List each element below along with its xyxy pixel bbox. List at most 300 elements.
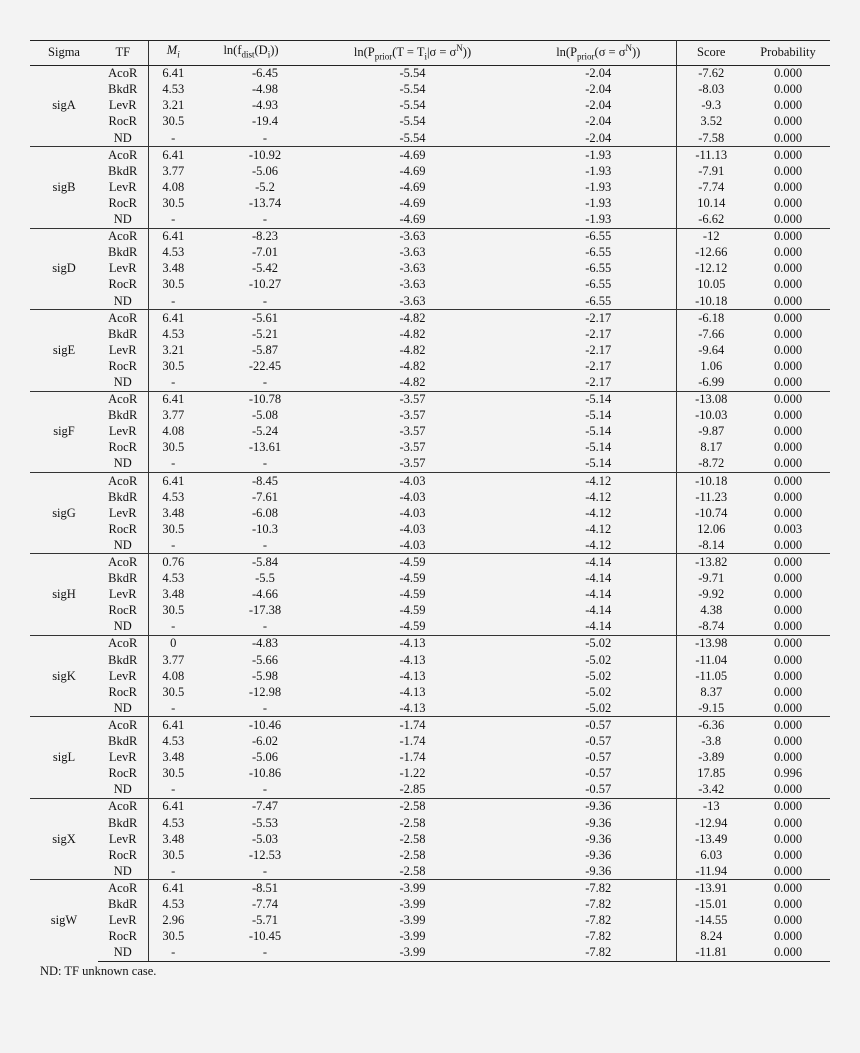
fdist-cell: -7.61	[251, 489, 279, 504]
pprior-sigma-cell: -4.14	[521, 587, 676, 603]
mi-cell: -	[148, 863, 198, 880]
mi-cell: 4.53	[148, 571, 198, 587]
probability-cell: 0.000	[773, 424, 803, 439]
tf-cell: ND	[98, 945, 148, 962]
tf-cell: BkdR	[108, 815, 138, 830]
tf-cell: BkdR	[108, 571, 138, 586]
pprior-sigma-cell: -0.57	[521, 734, 676, 750]
header-pprior-tf: $\ln(P_{prior}(T = T_i|\sigma = \sigma^N))$	[304, 41, 521, 66]
tf-cell: RocR	[108, 358, 137, 373]
table-row	[30, 245, 830, 261]
mi-cell: 3.48	[148, 750, 198, 766]
mi-cell: 4.53	[148, 245, 198, 261]
fdist-cell: -10.45	[248, 929, 282, 944]
tf-cell: LevR	[108, 179, 137, 194]
header-tf: TF	[98, 41, 148, 66]
sigma-cell: sigG	[30, 473, 98, 554]
pprior-sigma-cell: -7.82	[521, 913, 676, 929]
score-cell: -10.18	[676, 473, 746, 490]
pprior-tf-cell: -1.22	[399, 766, 426, 781]
probability-cell: 0.000	[773, 82, 803, 97]
sigma-cell: sigK	[30, 635, 98, 716]
mi-cell: 30.5	[148, 684, 198, 700]
probability-cell: 0.000	[746, 65, 830, 82]
tf-cell: BkdR	[108, 734, 138, 749]
sigma-cell: sigA	[30, 65, 98, 146]
pprior-tf-cell: -4.13	[399, 684, 426, 699]
probability-cell: 0.000	[773, 537, 803, 552]
header-row	[30, 41, 830, 66]
probability-cell: 0.000	[773, 358, 803, 373]
pprior-sigma-cell: -4.14	[521, 571, 676, 587]
pprior-sigma-cell: -4.12	[521, 521, 676, 537]
probability-cell: 0.000	[773, 815, 803, 830]
fdist-cell: -	[262, 782, 268, 797]
fdist-cell: -5.66	[251, 652, 279, 667]
pprior-sigma-cell: -5.02	[521, 635, 676, 652]
fdist-cell: -5.2	[255, 179, 275, 194]
pprior-tf-cell: -4.82	[399, 326, 426, 341]
pprior-sigma-cell: -5.02	[521, 700, 676, 717]
probability-cell: 0.000	[773, 130, 803, 145]
score-cell: -9.87	[698, 424, 725, 439]
tf-cell: RocR	[108, 929, 137, 944]
mi-cell: 30.5	[148, 277, 198, 293]
tf-cell: RocR	[108, 521, 137, 536]
mi-cell: 4.53	[148, 326, 198, 342]
pprior-sigma-cell: -2.04	[521, 98, 676, 114]
fdist-cell: -5.24	[251, 424, 279, 439]
table-row	[30, 717, 830, 734]
score-cell: 6.03	[700, 847, 723, 862]
score-cell: 8.24	[700, 929, 723, 944]
mi-cell: 4.53	[148, 82, 198, 98]
fdist-cell: -5.06	[251, 750, 279, 765]
table-row	[30, 261, 830, 277]
mi-cell: 2.96	[148, 913, 198, 929]
table-row	[30, 945, 830, 962]
fdist-cell: -12.98	[248, 684, 282, 699]
table-row	[30, 750, 830, 766]
mi-cell: 4.53	[148, 734, 198, 750]
tf-cell: LevR	[108, 831, 137, 846]
fdist-cell: -	[262, 212, 268, 227]
probability-cell: 0.000	[773, 734, 803, 749]
score-cell: -13.49	[695, 831, 728, 846]
pprior-tf-cell: -5.54	[399, 130, 426, 145]
score-cell: -9.71	[698, 571, 725, 586]
table-row	[30, 537, 830, 554]
probability-cell: 0.000	[773, 245, 803, 260]
score-cell: -11.81	[676, 945, 746, 962]
tf-cell: RocR	[108, 277, 137, 292]
fdist-cell: -8.51	[198, 880, 304, 897]
mi-cell: -	[148, 700, 198, 717]
mi-cell: 3.21	[148, 342, 198, 358]
score-cell: -13.82	[676, 554, 746, 571]
pprior-tf-cell: -4.13	[399, 668, 426, 683]
fdist-cell: -13.61	[248, 440, 282, 455]
table-row	[30, 65, 830, 82]
probability-cell: 0.000	[773, 847, 803, 862]
fdist-cell: -5.87	[251, 342, 279, 357]
tf-cell: BkdR	[108, 408, 138, 423]
pprior-tf-cell: -3.99	[399, 896, 426, 911]
fdist-cell: -10.78	[198, 391, 304, 408]
pprior-tf-cell: -4.13	[304, 635, 521, 652]
score-cell: -13.91	[676, 880, 746, 897]
pprior-tf-cell: -4.82	[304, 310, 521, 327]
mi-cell: 3.77	[148, 408, 198, 424]
pprior-sigma-cell: -5.02	[521, 652, 676, 668]
pprior-sigma-cell: -2.17	[521, 358, 676, 374]
tf-cell: RocR	[108, 766, 137, 781]
score-cell: -11.05	[695, 668, 728, 683]
mi-cell: 4.53	[148, 489, 198, 505]
probability-cell: 0.000	[746, 717, 830, 734]
mi-cell: -	[148, 456, 198, 473]
fdist-cell: -10.46	[198, 717, 304, 734]
pprior-sigma-cell: -1.93	[521, 147, 676, 164]
table-row	[30, 505, 830, 521]
pprior-sigma-cell: -2.04	[521, 130, 676, 147]
score-cell: -13.98	[676, 635, 746, 652]
pprior-tf-cell: -5.54	[399, 114, 426, 129]
score-cell: -8.14	[698, 537, 725, 552]
score-cell: 17.85	[697, 766, 726, 781]
header-pprior-sigma: $\ln(P_{prior}(\sigma = \sigma^N))$	[521, 41, 676, 66]
pprior-tf-cell: -3.99	[304, 880, 521, 897]
pprior-tf-cell: -3.57	[399, 440, 426, 455]
table-row	[30, 571, 830, 587]
mi-cell: -	[148, 374, 198, 391]
score-cell: -7.62	[676, 65, 746, 82]
tf-cell: LevR	[108, 668, 137, 683]
pprior-sigma-cell: -5.14	[521, 440, 676, 456]
mi-cell: 4.53	[148, 815, 198, 831]
score-cell: -12.12	[695, 261, 728, 276]
pprior-tf-cell: -3.99	[399, 913, 426, 928]
table-row	[30, 652, 830, 668]
table-row	[30, 684, 830, 700]
pprior-tf-cell: -4.82	[399, 342, 426, 357]
pprior-tf-cell: -3.99	[399, 929, 426, 944]
tf-cell: AcoR	[98, 554, 148, 571]
tf-cell: ND	[113, 293, 132, 308]
pprior-sigma-cell: -1.93	[521, 212, 676, 229]
pprior-sigma-cell: -5.14	[521, 424, 676, 440]
probability-cell: 0.000	[773, 212, 803, 227]
score-cell: -12.94	[695, 815, 728, 830]
mi-cell: 3.77	[148, 163, 198, 179]
pprior-sigma-cell: -2.17	[521, 310, 676, 327]
table-row	[30, 521, 830, 537]
tf-cell: AcoR	[98, 798, 148, 815]
probability-cell: 0.000	[773, 603, 803, 618]
mi-cell: -	[148, 537, 198, 554]
pprior-sigma-cell: -6.55	[521, 245, 676, 261]
probability-cell: 0.000	[746, 945, 830, 962]
pprior-tf-cell: -2.58	[399, 831, 426, 846]
probability-cell: 0.000	[746, 635, 830, 652]
fdist-cell: -10.86	[248, 766, 282, 781]
fdist-cell: -	[262, 700, 268, 715]
fdist-cell: -12.53	[248, 847, 282, 862]
fdist-cell: -6.08	[251, 505, 279, 520]
table-body	[30, 65, 830, 961]
probability-cell: 0.000	[773, 195, 803, 210]
table-row	[30, 195, 830, 211]
sigma-cell: sigH	[30, 554, 98, 635]
mi-cell: 0.76	[148, 554, 198, 571]
mi-cell: -	[148, 782, 198, 799]
tf-cell: AcoR	[98, 880, 148, 897]
pprior-sigma-cell: -6.55	[521, 277, 676, 293]
score-cell: -9.92	[698, 587, 725, 602]
mi-cell: 3.48	[148, 261, 198, 277]
score-cell: -9.3	[701, 98, 722, 113]
pprior-sigma-cell: -0.57	[521, 766, 676, 782]
tf-cell: ND	[113, 374, 132, 389]
pprior-sigma-cell: -9.36	[521, 815, 676, 831]
tf-cell: LevR	[108, 261, 137, 276]
pprior-sigma-cell: -1.93	[521, 163, 676, 179]
mi-cell: 3.48	[148, 587, 198, 603]
score-cell: 4.38	[700, 603, 723, 618]
mi-cell: 6.41	[148, 310, 198, 327]
sigma-cell: sigB	[30, 147, 98, 228]
pprior-sigma-cell: -6.55	[521, 293, 676, 310]
probability-cell: 0.000	[773, 489, 803, 504]
score-cell: -12	[676, 228, 746, 245]
pprior-tf-cell: -3.57	[304, 391, 521, 408]
pprior-tf-cell: -4.59	[304, 554, 521, 571]
table-row	[30, 798, 830, 815]
pprior-sigma-cell: -0.57	[521, 717, 676, 734]
pprior-tf-cell: -4.03	[399, 489, 426, 504]
tf-cell: LevR	[108, 342, 137, 357]
header-score: Score	[676, 41, 746, 66]
table-row	[30, 374, 830, 391]
mi-cell: 6.41	[148, 473, 198, 490]
sigma-cell: sigL	[30, 717, 98, 798]
pprior-sigma-cell: -4.14	[521, 554, 676, 571]
pprior-tf-cell: -4.69	[399, 163, 426, 178]
table-row	[30, 603, 830, 619]
table-row	[30, 440, 830, 456]
probability-cell: 0.000	[773, 831, 803, 846]
mi-cell: 6.41	[148, 228, 198, 245]
fdist-cell: -5.08	[251, 408, 279, 423]
table-row	[30, 456, 830, 473]
score-cell: 8.37	[700, 684, 723, 699]
sigma-cell: sigF	[30, 391, 98, 472]
mi-cell: 30.5	[148, 603, 198, 619]
pprior-tf-cell: -3.63	[399, 277, 426, 292]
score-cell: -10.18	[695, 293, 728, 308]
table-row	[30, 114, 830, 130]
mi-cell: -	[148, 293, 198, 310]
probability-cell: 0.000	[773, 896, 803, 911]
table-row	[30, 391, 830, 408]
tf-cell: LevR	[108, 913, 137, 928]
tf-cell: ND	[113, 782, 132, 797]
mi-cell: 30.5	[148, 521, 198, 537]
score-cell: 8.17	[700, 440, 723, 455]
mi-cell: 6.41	[148, 798, 198, 815]
pprior-sigma-cell: -2.17	[521, 326, 676, 342]
score-cell: -11.04	[695, 652, 728, 667]
table-row	[30, 212, 830, 229]
fdist-cell: -5.71	[251, 913, 279, 928]
pprior-tf-cell: -5.54	[399, 98, 426, 113]
pprior-tf-cell: -3.63	[304, 228, 521, 245]
probability-cell: 0.000	[773, 571, 803, 586]
table-row	[30, 815, 830, 831]
score-cell: -11.13	[676, 147, 746, 164]
probability-cell: 0.000	[773, 98, 803, 113]
fdist-cell: -	[262, 293, 268, 308]
header-mi: $M_i$	[148, 41, 198, 66]
probability-cell: 0.000	[773, 261, 803, 276]
probability-cell: 0.000	[773, 750, 803, 765]
fdist-cell: -19.4	[251, 114, 279, 129]
score-cell: -7.74	[698, 179, 725, 194]
score-cell: -6.36	[676, 717, 746, 734]
pprior-sigma-cell: -5.02	[521, 668, 676, 684]
fdist-cell: -5.03	[251, 831, 279, 846]
fdist-cell: -5.42	[251, 261, 279, 276]
pprior-sigma-cell: -9.36	[521, 847, 676, 863]
sigma-cell: sigE	[30, 310, 98, 391]
table-row	[30, 98, 830, 114]
fdist-cell: -10.92	[198, 147, 304, 164]
probability-cell: 0.000	[746, 147, 830, 164]
table-row	[30, 326, 830, 342]
tf-cell: LevR	[108, 505, 137, 520]
mi-cell: 4.08	[148, 424, 198, 440]
pprior-tf-cell: -4.13	[399, 700, 426, 715]
table-row	[30, 847, 830, 863]
score-cell: -11.94	[695, 863, 728, 878]
sigma-cell: sigD	[30, 228, 98, 309]
pprior-sigma-cell: -4.12	[521, 505, 676, 521]
score-cell: -7.91	[698, 163, 725, 178]
mi-cell: 30.5	[148, 358, 198, 374]
table-row	[30, 635, 830, 652]
fdist-cell: -13.74	[248, 195, 282, 210]
table-row	[30, 913, 830, 929]
score-cell: -13.08	[676, 391, 746, 408]
table-row	[30, 668, 830, 684]
tf-cell: AcoR	[98, 717, 148, 734]
pprior-tf-cell: -5.54	[304, 65, 521, 82]
mi-cell: 0	[148, 635, 198, 652]
probability-cell: 0.000	[773, 652, 803, 667]
pprior-tf-cell: -4.69	[304, 147, 521, 164]
fdist-cell: -5.21	[251, 326, 279, 341]
mi-cell: 30.5	[148, 929, 198, 945]
tf-cell: BkdR	[108, 82, 138, 97]
score-cell: 1.06	[700, 358, 723, 373]
fdist-cell: -17.38	[248, 603, 282, 618]
mi-cell: 3.48	[148, 831, 198, 847]
table-row	[30, 473, 830, 490]
probability-cell: 0.000	[773, 782, 803, 797]
score-cell: -7.58	[698, 130, 725, 145]
pprior-tf-cell: -2.85	[399, 782, 426, 797]
probability-cell: 0.000	[773, 929, 803, 944]
pprior-sigma-cell: -6.55	[521, 261, 676, 277]
table-row	[30, 130, 830, 147]
tf-cell: AcoR	[98, 391, 148, 408]
probability-cell: 0.996	[773, 766, 803, 781]
score-cell: -9.15	[698, 700, 725, 715]
pprior-tf-cell: -4.82	[399, 374, 426, 389]
score-cell: -3.42	[698, 782, 725, 797]
probability-cell: 0.000	[773, 440, 803, 455]
mi-cell: 30.5	[148, 195, 198, 211]
pprior-tf-cell: -1.74	[399, 734, 426, 749]
pprior-tf-cell: -4.59	[399, 571, 426, 586]
pprior-sigma-cell: -2.04	[521, 114, 676, 130]
table-row	[30, 782, 830, 799]
score-cell: -6.62	[698, 212, 725, 227]
fdist-cell: -5.98	[251, 668, 279, 683]
fdist-cell: -4.93	[251, 98, 279, 113]
mi-cell: 4.08	[148, 179, 198, 195]
mi-cell: 6.41	[148, 391, 198, 408]
probability-cell: 0.000	[773, 587, 803, 602]
fdist-cell: -5.5	[255, 571, 275, 586]
tf-cell: BkdR	[108, 652, 138, 667]
probability-cell: 0.000	[773, 374, 803, 389]
tf-cell: RocR	[108, 114, 137, 129]
score-cell: -8.74	[698, 619, 725, 634]
probability-cell: 0.000	[773, 913, 803, 928]
score-cell: -9.64	[698, 342, 725, 357]
pprior-tf-cell: -2.58	[304, 798, 521, 815]
tf-cell: RocR	[108, 603, 137, 618]
pprior-tf-cell: -2.58	[399, 863, 426, 878]
fdist-cell: -	[262, 456, 268, 471]
pprior-sigma-cell: -2.04	[521, 82, 676, 98]
probability-cell: 0.000	[773, 863, 803, 878]
pprior-tf-cell: -4.59	[399, 619, 426, 634]
table-row	[30, 880, 830, 897]
mi-cell: -	[148, 130, 198, 147]
tf-cell: ND	[113, 537, 132, 552]
tf-cell: ND	[113, 863, 132, 878]
score-cell: -6.18	[676, 310, 746, 327]
table-row	[30, 342, 830, 358]
pprior-tf-cell: -4.69	[399, 195, 426, 210]
probability-cell: 0.000	[773, 619, 803, 634]
footnote: ND: TF unknown case.	[40, 963, 157, 978]
fdist-cell: -4.66	[251, 587, 279, 602]
mi-cell: 4.08	[148, 668, 198, 684]
table-row	[30, 424, 830, 440]
table-row	[30, 896, 830, 912]
pprior-tf-cell: -3.57	[399, 408, 426, 423]
score-cell: -11.23	[695, 489, 728, 504]
tf-cell: ND	[113, 619, 132, 634]
pprior-tf-cell: -3.57	[399, 456, 426, 471]
results-table	[30, 40, 830, 962]
tf-cell: AcoR	[98, 147, 148, 164]
pprior-tf-cell: -4.03	[304, 473, 521, 490]
pprior-tf-cell: -3.57	[399, 424, 426, 439]
